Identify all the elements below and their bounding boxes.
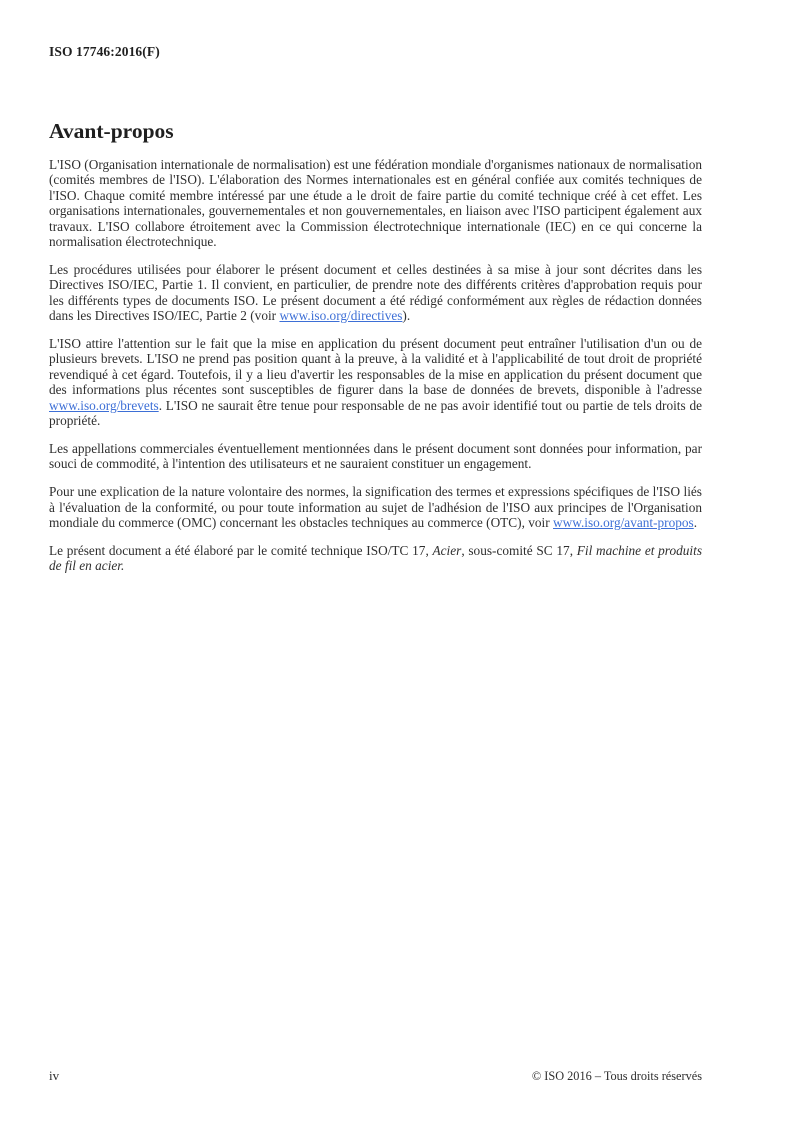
paragraph [49,262,702,324]
paragraph [49,543,702,574]
italic-text: Fil machine et produits de fil en acier. [49,543,702,574]
foreword-heading: Avant-propos [49,119,174,144]
foreword-paragraphs [49,157,702,574]
paragraph [49,441,702,472]
paragraph [49,484,702,530]
text-run: L'ISO attire l'attention sur le fait que la mise en application du présent document peut entraîner l'utilisation d'un ou de plusieurs brevets. L'ISO ne prend pas position quant à la preuve, à la validité et à l'applicabilité de tout droit de propriété revendiqué à cet égard. Toutefois, il y a lieu d'avertir les responsables de la mise en application du présent document que des informations plus récentes sont susceptibles de figurer dans la base de données de brevets, disponible à l'adresse [49,336,702,398]
text-run: . [693,515,698,531]
text-run: Les appellations commerciales éventuellement mentionnées dans le présent document sont données pour information, par souci de commodité, à l'intention des utilisateurs et ne sauraient constituer un engagement. [49,441,702,472]
hyperlink[interactable]: www.iso.org/brevets [49,397,159,413]
text-run: Les procédures utilisées pour élaborer le présent document et celles destinées à sa mise à jour sont décrites dans les Directives ISO/IEC, Partie 1. Il convient, en particulier, de prendre note des différents critères d'approbation requis pour les différents types de documents ISO. Le présent document a été rédigé conformément aux règles de rédaction données dans les Directives ISO/IEC, Partie 2 (voir [49,261,702,324]
paragraph [49,336,702,428]
text-run: . L'ISO ne saurait être tenue pour responsable de ne pas avoir identifié tout ou partie de tels droits de propriété. [49,397,702,429]
text-run: ). [402,308,411,324]
italic-text: Acier [432,543,462,559]
paragraph [49,157,702,249]
text-run: , sous-comité SC 17, [461,543,577,559]
copyright-notice: © ISO 2016 – Tous droits réservés [531,1069,702,1083]
page-number: iv [49,1068,60,1083]
hyperlink[interactable]: www.iso.org/avant-propos [553,515,694,531]
text-run: L'ISO (Organisation internationale de normalisation) est une fédération mondiale d'organismes nationaux de normalisation (comités membres de l'ISO). L'élaboration des Normes internationales est en général confiée aux comités techniques de l'ISO. Chaque comité membre intéressé par une étude a le droit de faire partie du comité technique créé à cet effet. Les organisations internationales, gouvernementales et non gouvernementales, en liaison avec l'ISO participent également aux travaux. L'ISO collabore étroitement avec la Commission électrotechnique internationale (IEC) en ce qui concerne la normalisation électrotechnique. [49,157,702,250]
text-run: Pour une explication de la nature volontaire des normes, la signification des termes et expressions spécifiques de l'ISO liés à l'évaluation de la conformité, ou pour toute information au sujet de l'adhésion de l'ISO aux principes de l'Organisation mondiale du commerce (OMC) concernant les obstacles techniques au commerce (OTC), voir [49,484,702,531]
hyperlink[interactable]: www.iso.org/directives [279,308,403,324]
text-run: Le présent document a été élaboré par le comité technique ISO/TC 17, [49,543,433,559]
document-reference: ISO 17746:2016(F) [49,44,160,59]
